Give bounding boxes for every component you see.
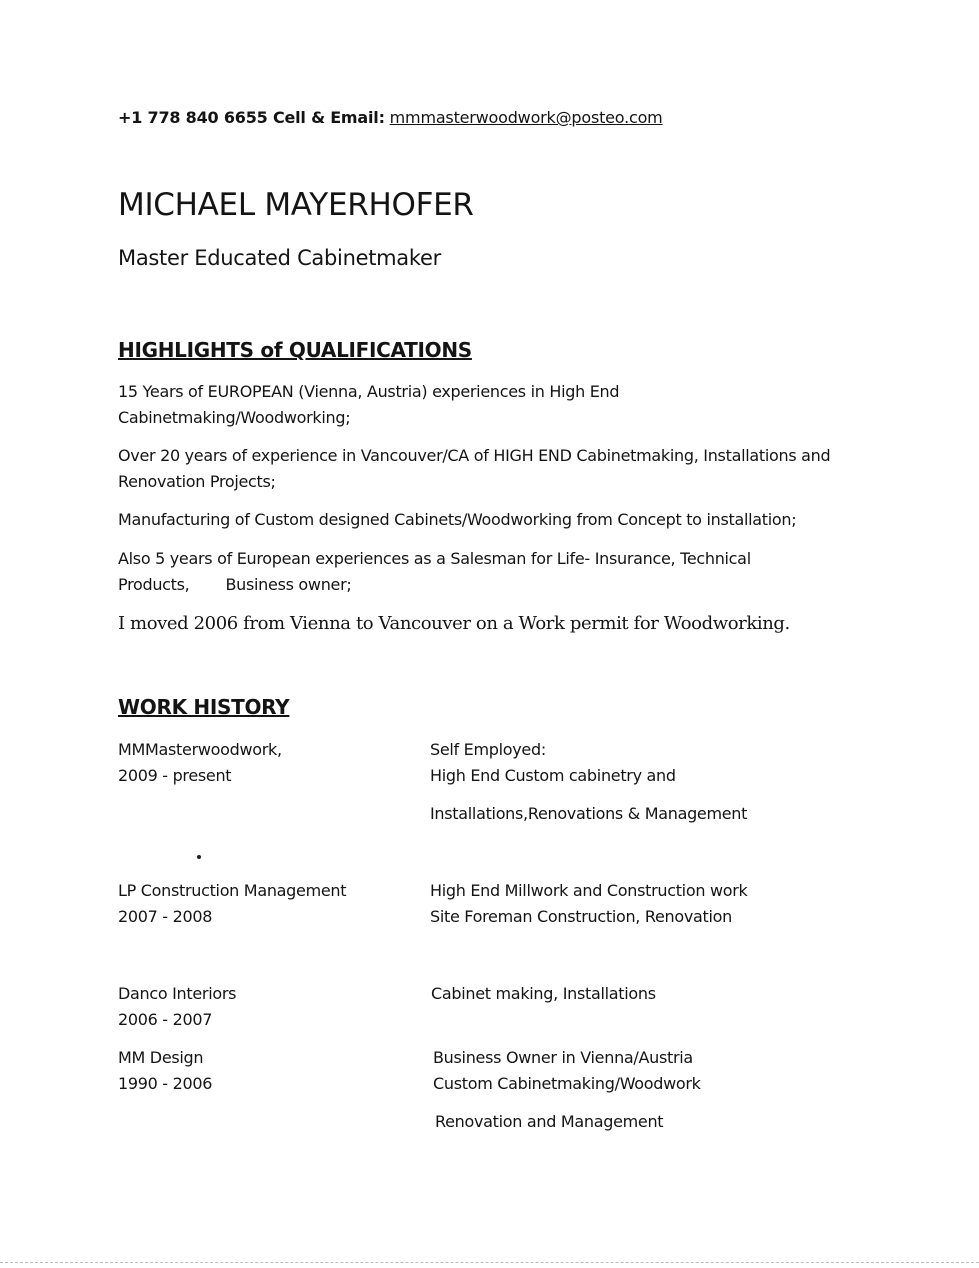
job-period: 1990 - 2006 — [118, 1074, 213, 1093]
job-description-line: Renovation and Management — [435, 1112, 664, 1131]
job-company: MMMasterwoodwork, — [118, 740, 282, 759]
qualification-text: Also 5 years of European experiences as a Salesman for Life- Insurance, Technical Products, — [118, 549, 751, 594]
job-period: 2007 - 2008 — [118, 907, 213, 926]
qualification-item: 15 Years of EUROPEAN (Vienna, Austria) experiences in High End Cabinetmaking/Woodworking; — [118, 382, 620, 427]
job-description-line: Business Owner in Vienna/Austria — [433, 1048, 693, 1067]
qualification-item — [118, 546, 798, 598]
job-period: 2009 - present — [118, 766, 232, 785]
scan-edge-line — [0, 1262, 979, 1263]
job-description-line: Cabinet making, Installations — [431, 984, 656, 1003]
email-link[interactable]: mmmasterwoodwork@posteo.com — [389, 108, 663, 127]
job-description-line: Custom Cabinetmaking/Woodwork — [433, 1074, 701, 1093]
person-name: MICHAEL MAYERHOFER — [118, 187, 474, 223]
job-description-line: Installations,Renovations & Management — [430, 804, 748, 823]
qualifications-heading: HIGHLIGHTS of QUALIFICATIONS — [118, 338, 472, 362]
job-title: Master Educated Cabinetmaker — [118, 246, 441, 270]
job-company: LP Construction Management — [118, 881, 347, 900]
stray-dot — [197, 855, 201, 859]
job-company: Danco Interiors — [118, 984, 237, 1003]
job-company: MM Design — [118, 1048, 204, 1067]
contact-phone-label: +1 778 840 6655 Cell & Email: — [118, 108, 385, 127]
qualification-item: I moved 2006 from Vienna to Vancouver on a Work permit for Woodworking. — [118, 613, 790, 634]
qualification-item: Manufacturing of Custom designed Cabinets/Woodworking from Concept to installation; — [118, 510, 797, 529]
job-description-line: High End Millwork and Construction work — [430, 881, 748, 900]
work-history-heading: WORK HISTORY — [118, 695, 290, 719]
qualification-item: Over 20 years of experience in Vancouver/CA of HIGH END Cabinetmaking, Installations and Renovation Projects; — [118, 446, 831, 491]
job-period: 2006 - 2007 — [118, 1010, 213, 1029]
contact-line — [118, 108, 663, 127]
qualification-text-cont: Business owner; — [225, 575, 352, 594]
job-description-line: Self Employed: — [430, 740, 546, 759]
job-description-line: Site Foreman Construction, Renovation — [430, 907, 732, 926]
job-description-line: High End Custom cabinetry and — [430, 766, 676, 785]
